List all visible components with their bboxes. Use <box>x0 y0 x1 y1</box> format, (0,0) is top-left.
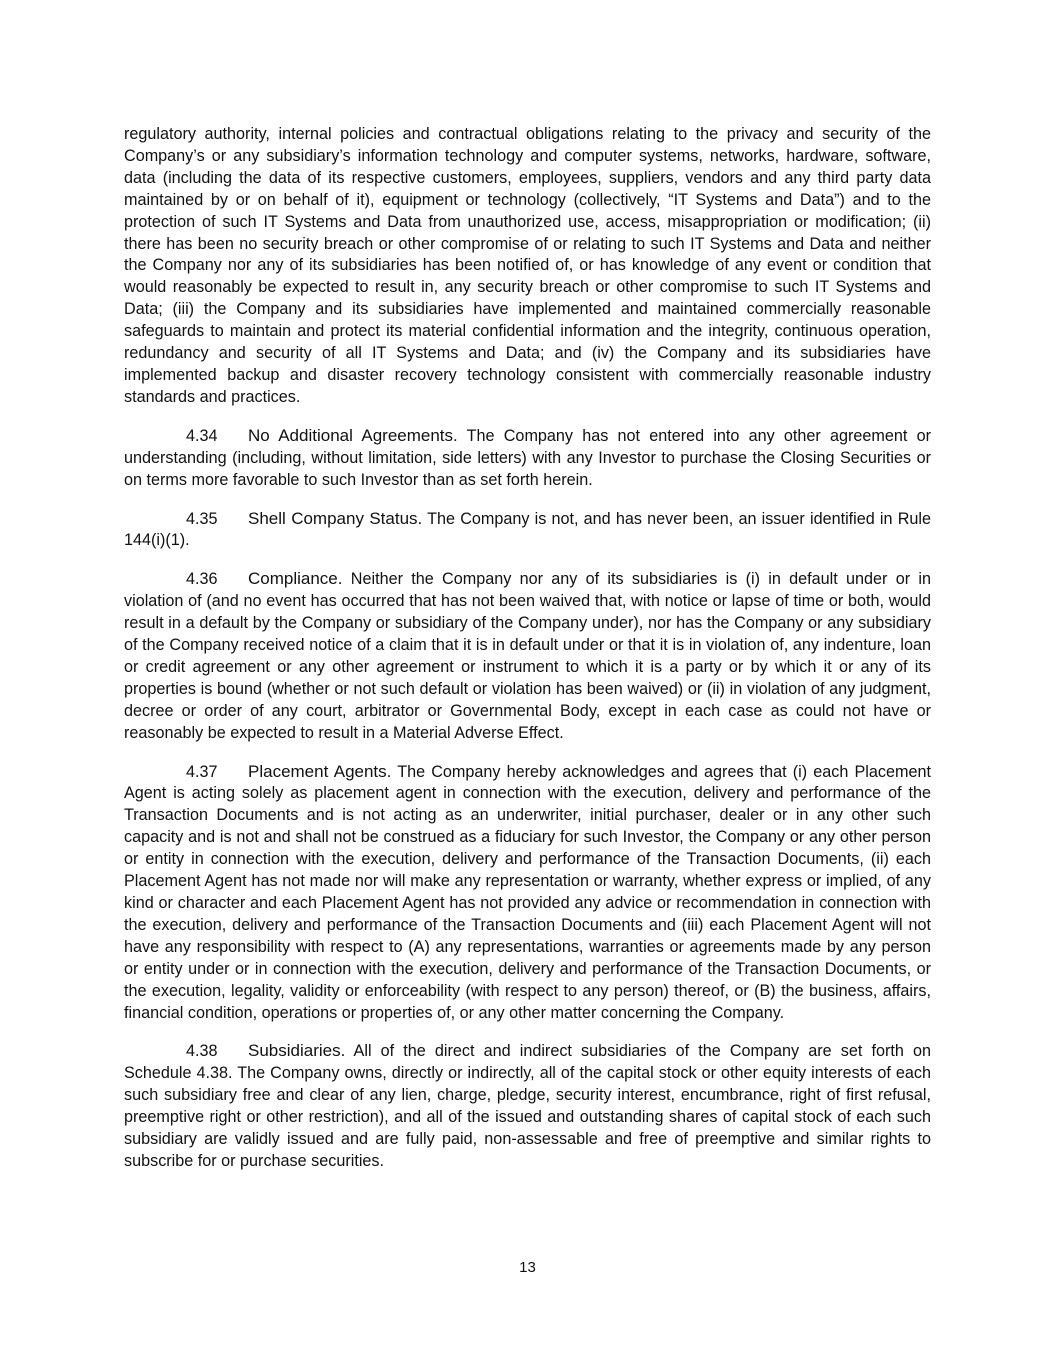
section-heading: No Additional Agreements. <box>248 425 458 445</box>
section-4-38 <box>124 1040 931 1172</box>
section-heading: Placement Agents. <box>248 761 392 781</box>
section-body: All of the direct and indirect subsidiaries of the Company are set forth on Schedule 4.38. The Company owns, directly or indirectly, all of the capital stock or other equity interests of each such subsidiary free and clear of any lien, charge, pledge, security interest, encumbrance, right of first refusal, preemptive right or other restriction), and all of the issued and outstanding shares of capital stock of each such subsidiary are validly issued and are fully paid, non-assessable and free of preemptive and similar rights to subscribe for or purchase securities. <box>124 1042 931 1170</box>
section-body: The Company has not entered into any other agreement or understanding (including, without limitation, side letters) with any Investor to purchase the Closing Securities or on terms more favorable to such Investor than as set forth herein. <box>124 426 931 489</box>
page-number: 13 <box>519 1259 536 1276</box>
section-number: 4.36 <box>186 570 218 589</box>
section-number: 4.34 <box>186 426 218 445</box>
intro-paragraph: regulatory authority, internal policies and contractual obligations relating to the privacy and security of the Company’s or any subsidiary’s information technology and computer systems, networks, hardware, software, data (including the data of its respective customers, employees, suppliers, vendors and any third party data maintained by or on behalf of it), equipment or technology (collectively, “IT Systems and Data”) and to the protection of such IT Systems and Data from unauthorized use, access, misappropriation or modification; (ii) there has been no security breach or other compromise of or relating to such IT Systems and Data and neither the Company nor any of its subsidiaries has been notified of, or has knowledge of any event or condition that would reasonably be expected to result in, any security breach or other compromise to such IT Systems and Data; (iii) the Company and its subsidiaries have implemented and maintained commercially reasonable safeguards to maintain and protect its material confidential information and the integrity, continuous operation, redundancy and security of all IT Systems and Data; and (iv) the Company and its subsidiaries have implemented backup and disaster recovery technology consistent with commercially reasonable industry standards and practices. <box>124 125 931 406</box>
section-body: The Company hereby acknowledges and agrees that (i) each Placement Agent is acting solely as placement agent in connection with the execution, delivery and performance of the Transaction Documents and is not acting as an underwriter, initial purchaser, dealer or in any other such capacity and is not and shall not be construed as a fiduciary for such Investor, the Company or any other person or entity in connection with the execution, delivery and performance of the Transaction Documents, (ii) each Placement Agent has not made nor will make any representation or warranty, whether express or implied, of any kind or character and each Placement Agent has not provided any advice or recommendation in connection with the execution, delivery and performance of the Transaction Documents and (iii) each Placement Agent will not have any responsibility with respect to (A) any representations, warranties or agreements made by any person or entity under or in connection with the execution, delivery and performance of the Transaction Documents, or the execution, legality, validity or enforceability (with respect to any person) thereof, or (B) the business, affairs, financial condition, operations or properties of, or any other matter concerning the Company. <box>124 762 931 1022</box>
section-number: 4.37 <box>186 762 218 781</box>
document-page <box>124 124 931 1189</box>
section-body: The Company is not, and has never been, an issuer identified in Rule 144(i)(1). <box>124 509 931 550</box>
section-body: Neither the Company nor any of its subsidiaries is (i) in default under or in violation of (and no event has occurred that has not been waived that, with notice or lapse of time or both, would result in a default by the Company or subsidiary of the Company under), nor has the Company or any subsidiary of the Company received notice of a claim that it is in default under or that it is in violation of, any indenture, loan or credit agreement or any other agreement or instrument to which it is a party or by which it or any of its properties is bound (whether or not such default or violation has been waived) or (ii) in violation of any judgment, decree or order of any court, arbitrator or Governmental Body, except in each case as could not have or reasonably be expected to result in a Material Adverse Effect. <box>124 570 931 742</box>
section-heading: Subsidiaries. <box>248 1041 346 1061</box>
section-4-37 <box>124 761 931 1025</box>
section-4-34 <box>124 425 931 492</box>
section-4-35 <box>124 508 931 553</box>
section-heading: Shell Company Status. <box>248 508 423 528</box>
section-4-36 <box>124 568 931 744</box>
section-number: 4.38 <box>186 1042 218 1061</box>
section-heading: Compliance. <box>248 569 343 589</box>
section-number: 4.35 <box>186 509 218 528</box>
